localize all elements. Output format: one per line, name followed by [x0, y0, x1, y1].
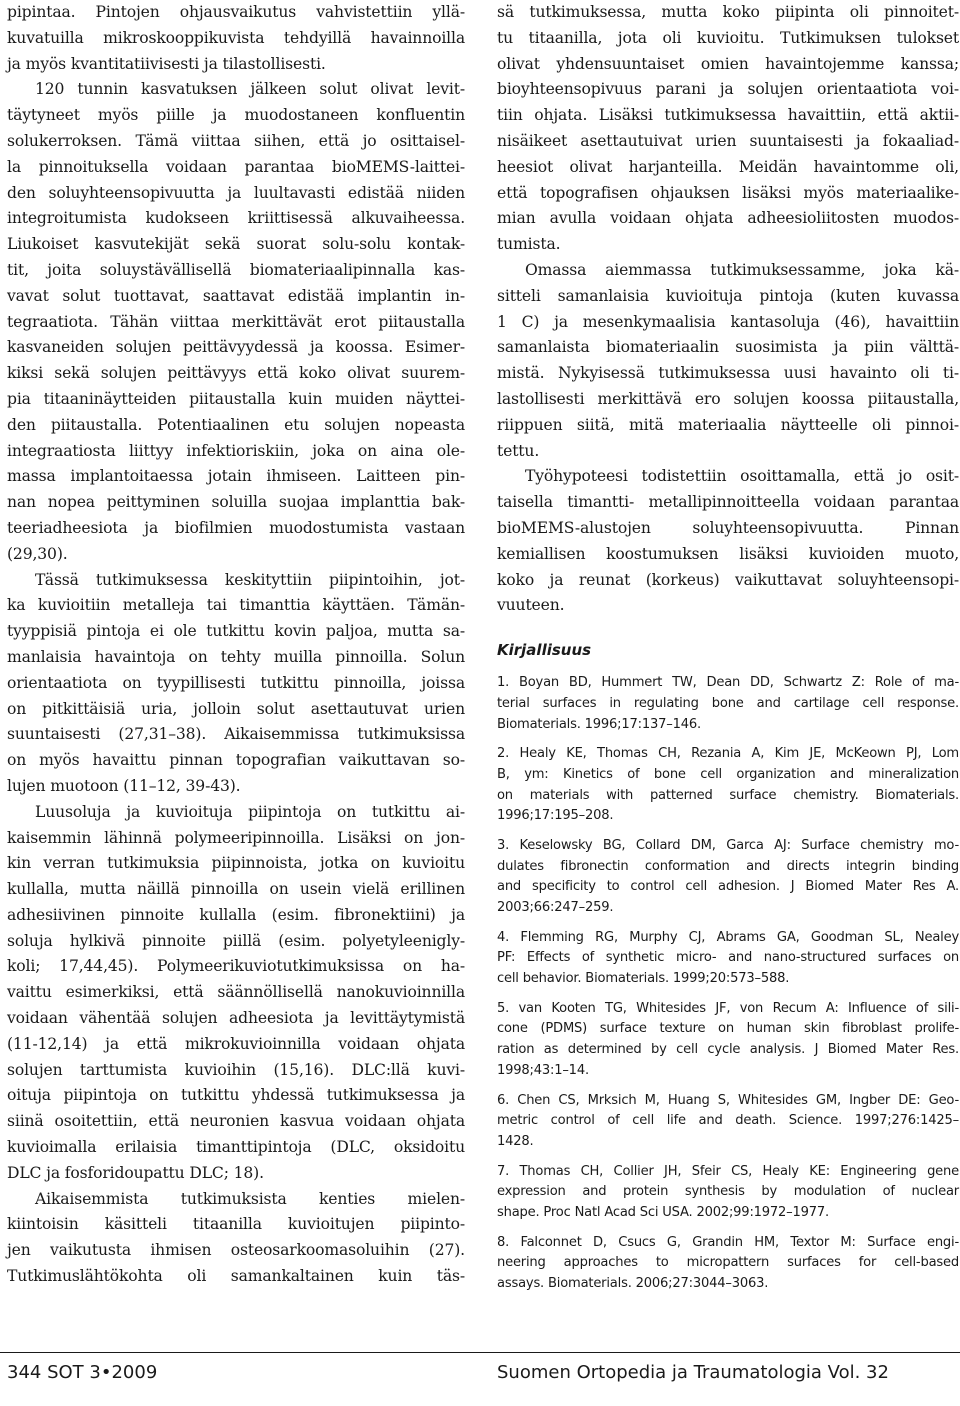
reference-line: 1996;17:195–208.	[497, 808, 614, 824]
reference-line: B, ym: Kinetics of bone cell organization and mineralization	[497, 766, 959, 782]
reference-line: 2. Healy KE, Thomas CH, Rezania A, Kim JE, McKeown PJ, Lom	[497, 746, 959, 762]
text-line: ja myös kvantitatiivisesti ja tilastollisesti.	[7, 54, 326, 73]
reference-line: 1. Boyan BD, Hummert TW, Dean DD, Schwartz Z: Role of ma-	[497, 675, 959, 691]
text-line: Aikaisemmista tutkimuksista kenties mielen-	[35, 1189, 465, 1208]
text-line: solujen tarttumista kuvioihin (15,16). DLC:llä kuvi-	[7, 1060, 465, 1079]
text-line: tumista.	[497, 235, 561, 254]
text-line: siinä osoitettiin, että neuronien kasvua voidaan ohjata	[7, 1112, 465, 1131]
text-line: tettu.	[497, 441, 540, 460]
text-line: vuuteen.	[497, 596, 565, 615]
right-column	[497, 0, 959, 1304]
reference-line: metric control of cell life and death. Science. 1997;276:1425–	[497, 1113, 959, 1129]
text-line: kiksi sekä solujen peittävyys että koko olivat suurem-	[7, 364, 465, 383]
text-line: DLC ja fosforidoupattu DLC; 18).	[7, 1163, 264, 1182]
text-line: bioMEMS-alustojen soluyhteensopivuutta. Pinnan	[497, 518, 959, 537]
text-line: lujen muotoon (11–12, 39-43).	[7, 776, 241, 795]
text-line: integraatiosta liittyy infektioriskiin, joka on aina ole-	[7, 441, 465, 460]
reference-line: neering approaches to micropattern surfaces for cell-based	[497, 1255, 959, 1271]
text-line: kullalla, mutta näillä pinnoilla on usein vielä erillinen	[7, 880, 465, 899]
reference-line: shape. Proc Natl Acad Sci USA. 2002;99:1972–1977.	[497, 1204, 830, 1220]
reference-line: cone (PDMS) surface texture on human skin fibroblast prolife-	[497, 1021, 959, 1037]
text-line: Luusoluja ja kuvioituja piipintoja on tutkittu ai-	[35, 802, 465, 821]
reference-line: 1998;43:1–14.	[497, 1062, 589, 1078]
text-line: kaisemmin lähinnä polymeeripinnoilla. Lisäksi on jon-	[7, 828, 465, 847]
reference-line: 3. Keselowsky BG, Collard DM, Garca AJ: Surface chemistry mo-	[497, 837, 959, 853]
text-line: tiin ohjata. Lisäksi tutkimuksessa havaittiin, että aktii-	[497, 106, 959, 125]
text-line: den piitaustalla. Potentiaalinen etu solujen nopeasta	[7, 415, 465, 434]
reference-item	[497, 836, 959, 919]
text-line: Työhypoteesi todistettiin osoittamalla, että jo osit-	[525, 467, 959, 486]
reference-line: Biomaterials. 1996;17:137–146.	[497, 716, 701, 732]
reference-item	[497, 928, 959, 990]
text-line: lastollisesti merkittävä ero solujen koossa piitaustalla,	[497, 389, 959, 408]
reference-line: dulates fibronectin conformation and directs integrin binding	[497, 858, 959, 874]
text-line: teeriadheesiota ja biofilmien muodostumista vastaan	[7, 518, 465, 537]
text-line: mian avulla voidaan ohjata adheesioliitosten muodos-	[497, 209, 959, 228]
left-column	[7, 0, 465, 1290]
text-line: 1 C) ja mesenkymaalisia kantasoluja (46), havaittiin	[497, 312, 959, 331]
text-line: taisella timantti- metallipinnoitteella voidaan parantaa	[497, 493, 959, 512]
footer-issue: 344 SOT 3•2009	[7, 1362, 158, 1383]
text-line: tu titaanilla, jota oli kuvioitu. Tutkimuksen tulokset	[497, 28, 959, 47]
reference-line: terial surfaces in regulating bone and cartilage cell response.	[497, 695, 959, 711]
text-line: soluja hylkivä pinnoite piillä (esim. polyetyleenigly-	[7, 931, 465, 950]
text-line: samanlaista biomateriaalin suosimista ja piin välttä-	[497, 338, 959, 357]
text-line: adhesiivinen pinnoite kullalla (esim. fibronektiini) ja	[7, 905, 465, 924]
footer-journal: Suomen Ortopedia ja Traumatologia Vol. 32	[497, 1362, 889, 1383]
text-line: integroitumista kudokseen kriittisessä alkuvaiheessa.	[7, 209, 465, 228]
reference-line: expression and protein synthesis by modulation of nuclear	[497, 1184, 959, 1200]
references-list	[497, 673, 959, 1295]
text-line: nisäikeet asettautuivat urien suuntaisesti ja fokaaliad-	[497, 131, 959, 150]
reference-line: 5. van Kooten TG, Whitesides JF, von Recum A: Influence of sili-	[497, 1000, 959, 1016]
text-line: kin verran tutkimuksia piipinnoista, jotka on kuvioitu	[7, 854, 465, 873]
text-line: tegraatiota. Tähän viittaa merkittävät erot piitaustalla	[7, 312, 465, 331]
text-line: solukerroksen. Tämä viittaa siihen, että jo osittaisel-	[7, 131, 465, 150]
text-line: (29,30).	[7, 544, 68, 563]
reference-line: ration as determined by cell cycle analysis. J Biomed Mater Res.	[497, 1042, 959, 1058]
text-line: tyyppisiä pintoja ei ole tutkittu kovin paljoa, mutta sa-	[7, 622, 465, 641]
text-line: mistä. Nykyisessä tutkimuksessa uusi havainto oli ti-	[497, 364, 959, 383]
reference-line: 4. Flemming RG, Murphy CJ, Abrams GA, Goodman SL, Nealey	[497, 929, 959, 945]
text-line: kiintoisin käsitteli titaanilla kuvioitujen piipinto-	[7, 1215, 465, 1234]
text-line: kuvioimalla erilaisia timanttipintoja (DLC, oksidoitu	[7, 1138, 465, 1157]
reference-line: 8. Falconnet D, Csucs G, Grandin HM, Textor M: Surface engi-	[497, 1234, 959, 1250]
text-line: pia titaaninäytteiden piitaustalla kuin muiden näyttei-	[7, 389, 465, 408]
text-line: oituja piipintoja on tutkittu yhdessä tutkimuksessa ja	[7, 1086, 465, 1105]
reference-line: assays. Biomaterials. 2006;27:3044–3063.	[497, 1276, 769, 1291]
text-line: orientaatiota on tyypillisesti tutkittu pinnoilla, joissa	[7, 673, 465, 692]
reference-line: 1428.	[497, 1133, 534, 1149]
text-line: massa implantoitaessa jotain ihmiseen. Laitteen pin-	[7, 467, 465, 486]
reference-item	[497, 1233, 959, 1295]
text-line: kuvatuilla mikroskooppikuvista tehdyillä havainnoilla	[7, 28, 465, 47]
text-line: on pitkittäisiä uria, jolloin solut asettautuvat urien	[7, 699, 465, 718]
text-line: Omassa aiemmassa tutkimuksessamme, joka kä-	[525, 260, 959, 279]
text-line: jen vaikutusta ihmisen osteosarkoomasoluihin (27).	[7, 1241, 465, 1260]
reference-line: PF: Effects of synthetic micro- and nano-structured surfaces on	[497, 950, 959, 966]
text-line: voidaan vähentää solujen adheesiota ja levittäytymistä	[7, 1009, 465, 1028]
text-line: olivat yhdensuuntaiset omien havaintojemme kanssa;	[497, 54, 959, 73]
text-line: sä tutkimuksessa, mutta koko piipinta oli pinnoitet-	[497, 3, 959, 21]
text-line: tit, joita soluystävällisellä biomateriaalipinnalla kas-	[7, 260, 465, 279]
reference-line: 6. Chen CS, Mrksich M, Huang S, Whitesides GM, Ingber DE: Geo-	[497, 1092, 959, 1108]
text-line: koko ja reunat (korkeus) vaikuttavat soluyhteensopi-	[497, 570, 959, 589]
text-line: täytyneet myös piille ja muodostaneen konfluentin	[7, 106, 465, 125]
reference-item	[497, 673, 959, 735]
text-line: den soluyhteensopivuutta ja luultavasti edistää niiden	[7, 183, 465, 202]
text-line: 120 tunnin kasvatuksen jälkeen solut olivat levit-	[35, 80, 465, 99]
reference-item	[497, 744, 959, 827]
text-line: koli; 17,44,45). Polymeerikuviotutkimuksissa on ha-	[7, 957, 465, 976]
reference-line: 2003;66:247–259.	[497, 900, 614, 915]
text-line: Tässä tutkimuksessa keskityttiin piipintoihin, jot-	[35, 570, 465, 589]
text-line: ka kuvioitiin metalleja tai timanttia käyttäen. Tämän-	[7, 596, 465, 615]
reference-item	[497, 1162, 959, 1224]
reference-line: and specificity to control cell adhesion. J Biomed Mater Res A.	[497, 879, 959, 895]
text-line: on myös havaittu pinnan topografian vaikuttavan so-	[7, 751, 465, 770]
text-line: Tutkimuslähtökohta oli samankaltainen kuin täs-	[7, 1267, 465, 1286]
text-line: heesiot olivat harjanteilla. Meidän havaintomme oli,	[497, 157, 959, 176]
reference-item	[497, 1091, 959, 1153]
footer-divider	[0, 1352, 960, 1353]
text-line: vavat solut tuottavat, saattavat edistää implantin in-	[7, 286, 465, 305]
text-line: nan nopea peittyminen soluilla suojaa implanttia bak-	[7, 493, 465, 512]
text-line: (11-12,14) ja että mikrokuvioinnilla voidaan ohjata	[7, 1034, 465, 1053]
reference-item	[497, 999, 959, 1082]
reference-line: 7. Thomas CH, Collier JH, Sfeir CS, Healy KE: Engineering gene	[497, 1163, 959, 1179]
text-line: Liukoiset kasvutekijät sekä suorat solu-solu kontak-	[7, 235, 465, 254]
text-line: suuntaisesti (27,31–38). Aikaisemmissa tutkimuksissa	[7, 725, 465, 744]
right-column-body	[497, 0, 959, 619]
text-line: vaittu esimerkiksi, että säännöllisellä nanokuvioinnilla	[7, 983, 465, 1002]
text-line: että topografisen ohjauksen lisäksi myös materiaalike-	[497, 183, 959, 202]
text-line: bioyhteensopivuus parani ja solujen orientaatiota voi-	[497, 80, 959, 99]
text-line: sitteli samanlaisia kuvioituja pintoja (kuten kuvassa	[497, 286, 959, 305]
references-heading: Kirjallisuus	[497, 641, 592, 660]
text-line: la pinnoituksella voidaan parantaa bioMEMS-laittei-	[7, 157, 465, 176]
text-line: kemiallisen koostumuksen lisäksi kuvioiden muoto,	[497, 544, 959, 563]
reference-line: on materials with patterned surface chemistry. Biomaterials.	[497, 787, 959, 803]
text-line: pipintaa. Pintojen ohjausvaikutus vahvistettiin yllä-	[7, 3, 465, 21]
text-line: riippuen siitä, mitä materiaalia näytteelle oli pinnoi-	[497, 415, 959, 434]
text-line: kasvaneiden solujen peittävyydessä ja koossa. Esimer-	[7, 338, 465, 357]
reference-line: cell behavior. Biomaterials. 1999;20:573–588.	[497, 971, 790, 987]
text-line: manlaisia havaintoja on tehty muilla pinnoilla. Solun	[7, 647, 465, 666]
